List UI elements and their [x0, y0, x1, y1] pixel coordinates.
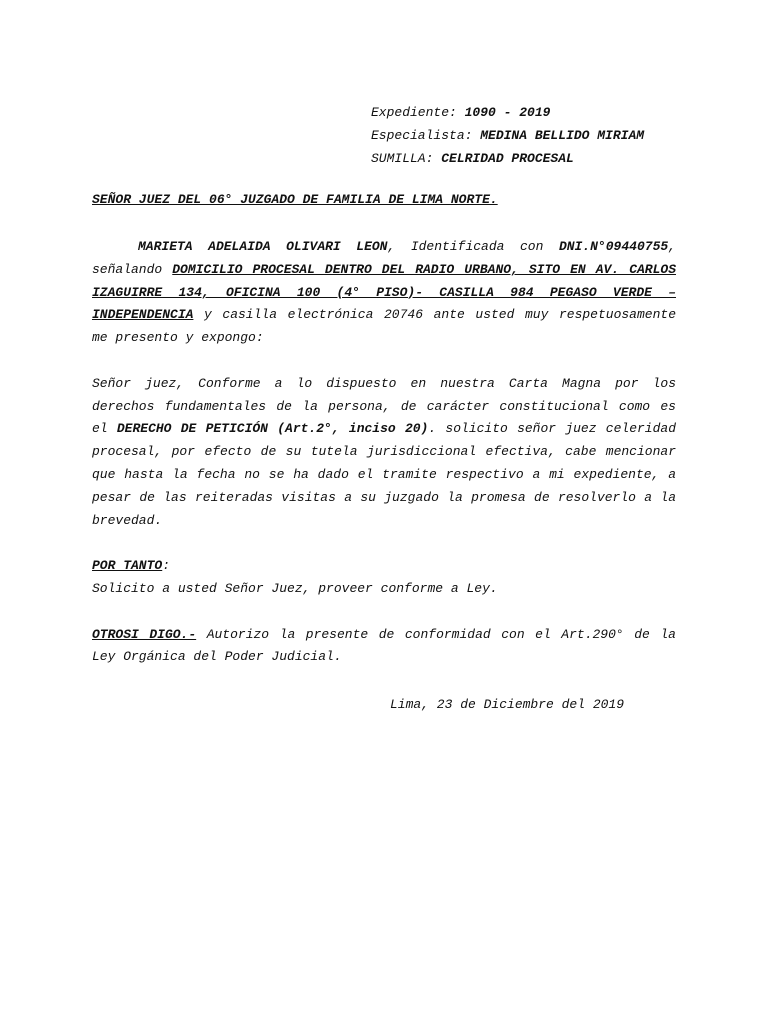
intro-text-3: y casilla electrónica 20746 ante usted muy respetuosamente me presento y expongo: [92, 307, 676, 346]
main-text-2: . solicito señor juez celeridad procesal, por efecto de su tutela jurisdiccional efectiva, cabe mencionar que hasta la fecha no se ha dado el tramite respectivo a mi expediente, a pesar de las reiteradas visitas a su juzgado la promesa de resolverlo a la brevedad. [92, 421, 676, 528]
petitioner-name: MARIETA ADELAIDA OLIVARI LEON [138, 239, 388, 254]
place-date: Lima, 23 de Diciembre del 2019 [390, 697, 625, 712]
por-tanto-label: POR TANTO [92, 558, 163, 574]
especialista-line [371, 124, 644, 147]
case-header [371, 101, 644, 170]
por-tanto-heading [92, 555, 676, 578]
otrosi-paragraph [92, 624, 676, 670]
especialista-value: MEDINA BELLIDO MIRIAM [480, 128, 645, 143]
especialista-label: Especialista: [371, 128, 481, 143]
intro-paragraph [92, 236, 676, 350]
addressee: SEÑOR JUEZ DEL 06° JUZGADO DE FAMILIA DE LIMA NORTE. [92, 192, 498, 207]
derecho-peticion: DERECHO DE PETICIÓN (Art.2°, inciso 20) [116, 421, 429, 437]
sumilla-label: SUMILLA: [371, 151, 442, 166]
otrosi-text: Autorizo la presente de conformidad con el Art.290° de la Ley Orgánica del Poder Judicial. [92, 626, 676, 665]
sumilla-value: CELRIDAD PROCESAL [441, 151, 574, 166]
otrosi-label: OTROSI DIGO.- [92, 626, 197, 642]
domicilio-procesal: DOMICILIO PROCESAL DENTRO DEL RADIO URBANO, SITO EN AV. CARLOS IZAGUIRRE 134, OFICINA 100 (4° PISO)- CASILLA 984 PEGASO VERDE – INDEPENDENCIA [92, 261, 676, 323]
dni-number: DNI.N°09440755 [558, 239, 669, 254]
por-tanto-colon: : [162, 558, 171, 574]
sumilla-line [371, 147, 644, 170]
intro-text-1: , Identificada con [387, 239, 559, 254]
document-body [92, 236, 676, 669]
expediente-line [371, 101, 644, 124]
expediente-label: Expediente: [371, 105, 465, 120]
main-text-1: Señor juez, Conforme a lo dispuesto en nuestra Carta Magna por los derechos fundamentales de la persona, de carácter constitucional como es el [92, 375, 676, 437]
expediente-value: 1090 - 2019 [464, 105, 551, 120]
por-tanto-text: Solicito a usted Señor Juez, proveer conforme a Ley. [92, 580, 498, 596]
intro-text-2: , señalando [92, 239, 676, 277]
main-paragraph [92, 373, 676, 533]
